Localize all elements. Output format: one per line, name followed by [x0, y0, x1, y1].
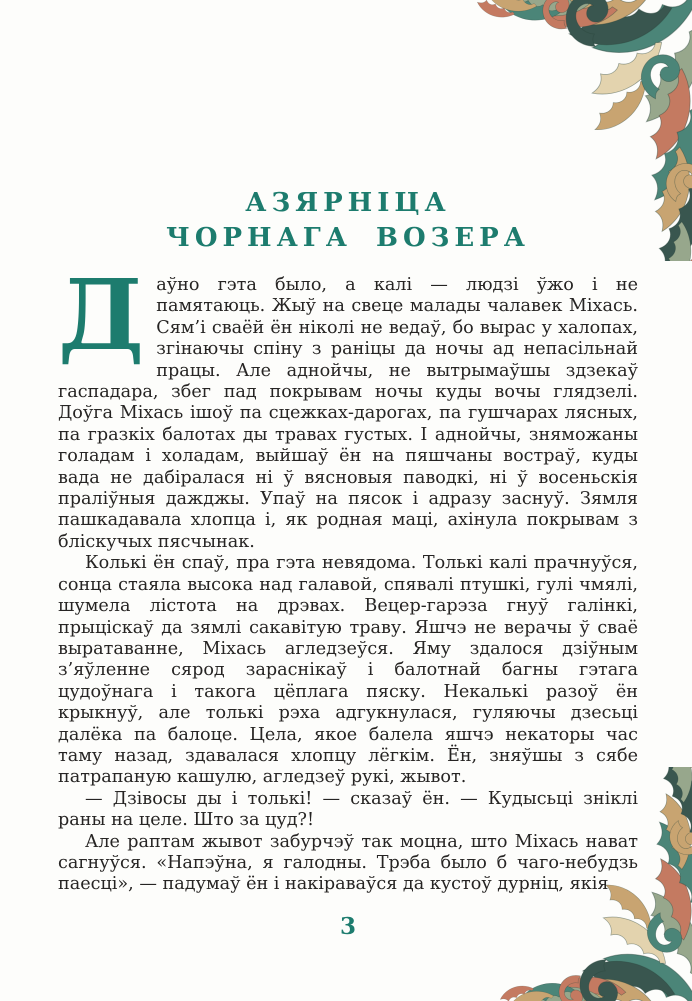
paragraph-1	[58, 258, 638, 553]
paragraph-3-dialogue: — Дзівосы ды і толькі! — сказаў ён. — Кудысьці зніклі раны на целе. Што за цуд?!	[58, 788, 638, 831]
title-line-1: АЗЯРНІЦА	[245, 188, 451, 218]
page-title	[58, 0, 638, 256]
paragraph-2: Колькі ён спаў, пра гэта невядома. Толькі калі прачнуўся, сонца стаяла высока над галавой, спявалі птушкі, гулі чмялі, шумела лістота на дрэвах. Вецер-гарэза гнуў галінкі, прыціскаў да зямлі сакавітую траву. Яшчэ не верачы ў сваё выратаванне, Міхась агледзеўся. Яму здалося дзіўным з’яўленне сярод зараснікаў і балотнай багны гэтага цудоўнага і такога цёплага пяску. Некалькі разоў ён крыкнуў, але толькі рэха адгукнулася, гуляючы дзесьці далёка па балоце. Цела, якое балела яшчэ некаторы час таму назад, здавалася хлопцу лёгкім. Ён, зняўшы з сябе патрапаную кашулю, агледзеў рукі, жывот.	[58, 553, 638, 788]
story-text	[58, 258, 638, 896]
title-line-2: ЧОРНАГА ВОЗЕРА	[166, 223, 530, 253]
page-number: 3	[339, 912, 356, 940]
drop-cap-letter: Д	[58, 258, 145, 372]
paragraph-1-text: аўно гэта было, а калі — людзі ўжо і не памятаюць. Жыў на свеце малады чалавек Міхась. Сям’і сваёй ён ніколі не ведаў, бо вырас у халопах, згінаючы спіну з раніцы да ночы ад непасільнай працы. Але аднойчы, не вытрымаўшы здзекаў гаспадара, збег пад покрывам ночы куды вочы глядзелі. Доўга Міхась ішоў па сцежках-дарогах, па гушчарах лясных, па гразкіх балотах ды травах густых. І аднойчы, зняможаны голадам і холадам, выйшаў ён на пяшчаны востраў, куды вада не дабіралася ні ў вясновыя паводкі, ні ў восеньскія праліўныя дажджы. Упаў на пясок і адразу заснуў. Зямля пашкадавала хлопца і, як родная маці, ахінула покрывам з бліскучых пясчынак.	[58, 275, 638, 552]
paragraph-4: Але раптам жывот забурчэў так моцна, што Міхась нават сагнуўся. «Напэўна, я галодны. Трэба было б чаго-небудзь паесці», — падумаў ён і накіраваўся да кустоў дурніц, якія	[58, 831, 638, 895]
